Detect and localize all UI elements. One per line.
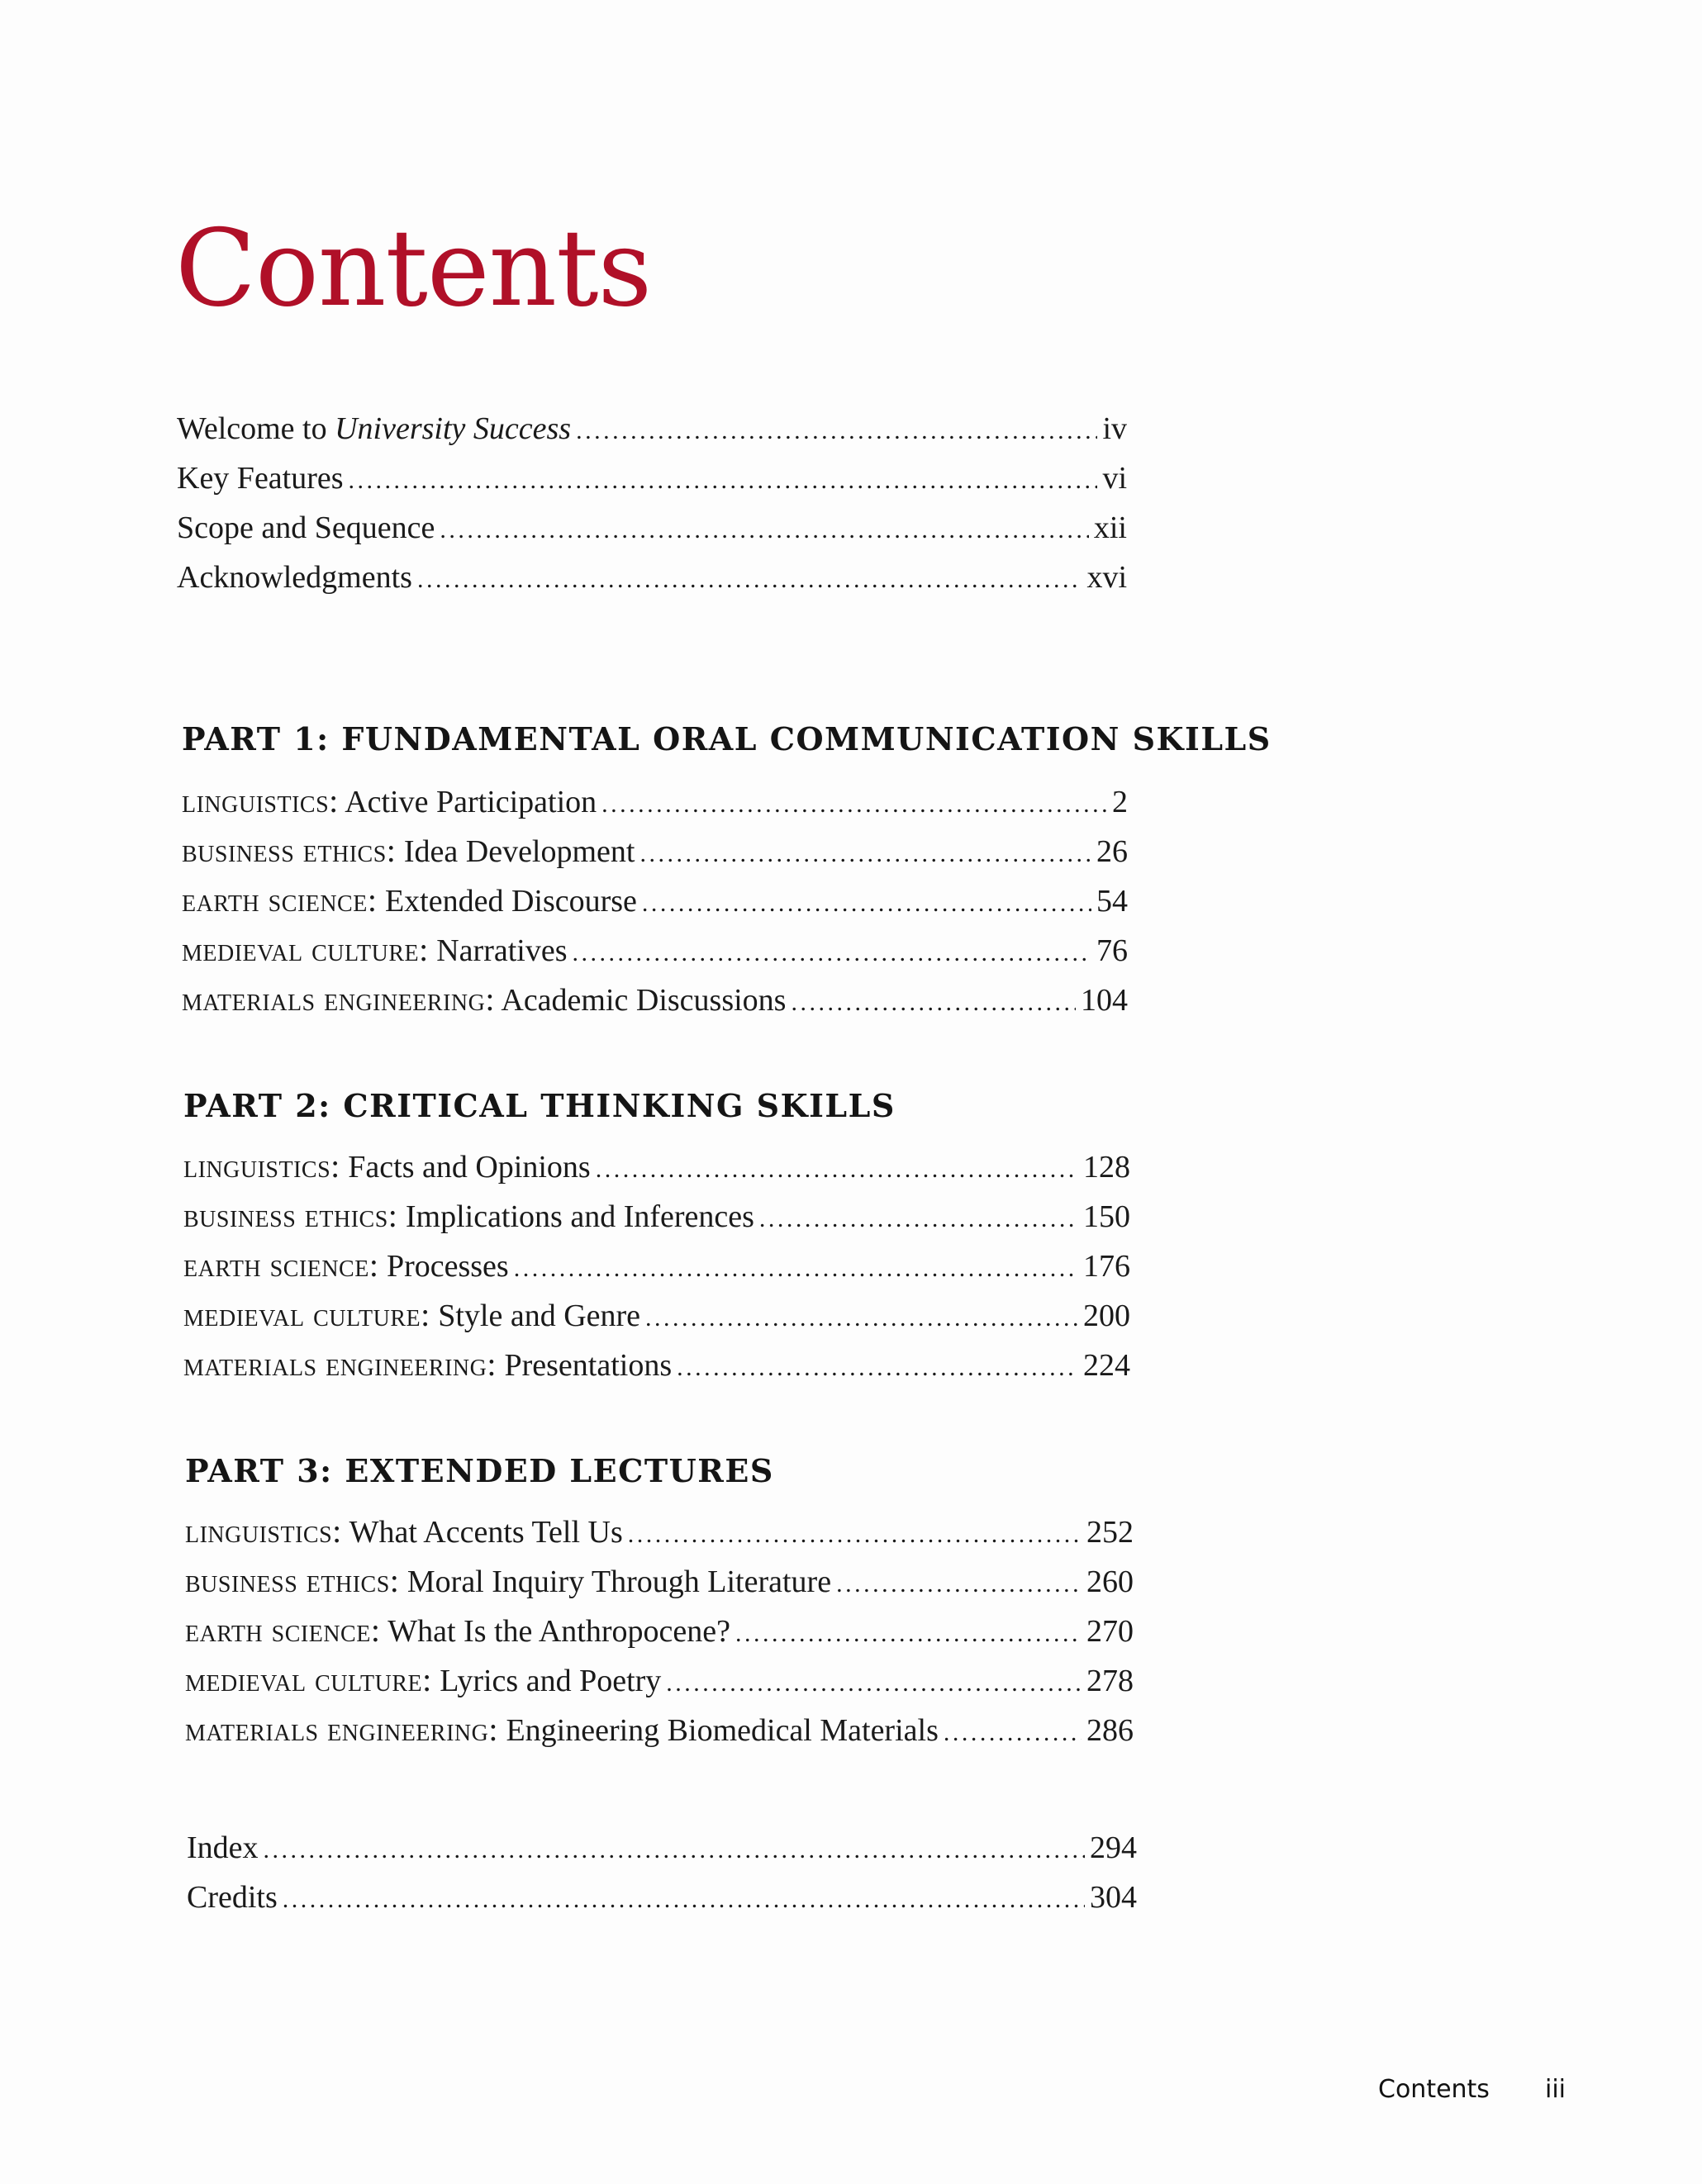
toc-entry[interactable] bbox=[185, 1661, 1134, 1698]
part-3-heading: PART 3: EXTENDED LECTURES bbox=[185, 1452, 774, 1489]
toc-entry[interactable] bbox=[182, 834, 1128, 867]
subject-label: materials engineering: bbox=[185, 1711, 498, 1748]
subject-label: linguistics: bbox=[182, 782, 339, 819]
dot-leader bbox=[639, 842, 1091, 866]
page-number: 176 bbox=[1083, 1249, 1130, 1284]
page-number: 128 bbox=[1083, 1150, 1130, 1185]
subject-label: business ethics: bbox=[183, 1197, 398, 1234]
toc-entry[interactable] bbox=[185, 1713, 1134, 1746]
subject-label: materials engineering: bbox=[183, 1346, 497, 1383]
page-number: iv bbox=[1102, 411, 1127, 446]
footer-page-number: iii bbox=[1545, 2075, 1567, 2104]
toc-entry[interactable] bbox=[182, 881, 1128, 919]
page-number: 104 bbox=[1081, 983, 1128, 1018]
entry-title: Implications and Inferences bbox=[405, 1199, 754, 1234]
page-number: vi bbox=[1102, 461, 1127, 496]
entry-title: Narratives bbox=[436, 933, 568, 968]
page-title: Contents bbox=[175, 207, 652, 330]
page-number: 2 bbox=[1112, 785, 1128, 819]
dot-leader bbox=[283, 1887, 1085, 1912]
toc-entry[interactable] bbox=[185, 1564, 1134, 1598]
page-number: 278 bbox=[1086, 1664, 1134, 1698]
toc-entry[interactable] bbox=[183, 1246, 1130, 1284]
entry-title: Academic Discussions bbox=[501, 983, 787, 1018]
page-number: 200 bbox=[1083, 1299, 1130, 1333]
toc-entry-index[interactable] bbox=[187, 1832, 1137, 1864]
dot-leader bbox=[642, 891, 1091, 916]
page-number: xii bbox=[1093, 510, 1127, 545]
toc-entry[interactable] bbox=[182, 782, 1128, 819]
dot-leader bbox=[677, 1356, 1078, 1380]
entry-title: Extended Discourse bbox=[384, 884, 637, 919]
subject-label: medieval culture: bbox=[182, 931, 429, 968]
entry-label: Index bbox=[187, 1830, 259, 1865]
toc-entry[interactable] bbox=[183, 1147, 1130, 1185]
subject-label: linguistics: bbox=[185, 1512, 342, 1550]
entry-label: Acknowledgments bbox=[177, 560, 412, 595]
toc-entry-scope-sequence[interactable] bbox=[177, 512, 1127, 544]
dot-leader bbox=[417, 567, 1082, 592]
page-number: 286 bbox=[1086, 1713, 1134, 1748]
entry-title: Facts and Opinions bbox=[348, 1150, 591, 1185]
page-number: 150 bbox=[1083, 1199, 1130, 1234]
page-number: 270 bbox=[1086, 1614, 1134, 1649]
entry-title: Lyrics and Poetry bbox=[440, 1664, 662, 1698]
footer-section-label: Contents bbox=[1378, 2075, 1490, 2104]
subject-label: materials engineering: bbox=[182, 980, 495, 1018]
dot-leader bbox=[836, 1572, 1082, 1597]
entry-title: Engineering Biomedical Materials bbox=[506, 1713, 939, 1748]
subject-label: business ethics: bbox=[185, 1562, 400, 1599]
page-number: 304 bbox=[1090, 1880, 1137, 1915]
dot-leader bbox=[628, 1522, 1082, 1547]
dot-leader bbox=[601, 792, 1107, 817]
page-number: 294 bbox=[1090, 1830, 1137, 1865]
entry-label-italic: University Success bbox=[335, 411, 572, 446]
page-number: 26 bbox=[1096, 834, 1128, 869]
page-number: 224 bbox=[1083, 1348, 1130, 1383]
dot-leader bbox=[944, 1721, 1082, 1745]
entry-title: Processes bbox=[386, 1249, 509, 1284]
toc-entry-acknowledgments[interactable] bbox=[177, 562, 1127, 593]
dot-leader bbox=[759, 1207, 1078, 1232]
page-number: 76 bbox=[1096, 933, 1128, 968]
entry-title: What Is the Anthropocene? bbox=[387, 1614, 730, 1649]
toc-entry[interactable] bbox=[185, 1512, 1134, 1550]
subject-label: earth science: bbox=[183, 1246, 379, 1284]
dot-leader bbox=[791, 990, 1076, 1015]
subject-label: earth science: bbox=[182, 881, 378, 919]
page-number: 54 bbox=[1096, 884, 1128, 919]
toc-entry[interactable] bbox=[182, 933, 1128, 966]
dot-leader bbox=[735, 1621, 1082, 1646]
dot-leader bbox=[645, 1306, 1078, 1331]
toc-entry-welcome[interactable] bbox=[177, 413, 1127, 444]
subject-label: medieval culture: bbox=[185, 1661, 432, 1698]
toc-entry[interactable] bbox=[182, 980, 1128, 1018]
entry-title: Presentations bbox=[504, 1348, 673, 1383]
entry-label: Credits bbox=[187, 1880, 278, 1915]
page-number: 252 bbox=[1086, 1515, 1134, 1550]
dot-leader bbox=[514, 1256, 1078, 1281]
entry-title: Moral Inquiry Through Literature bbox=[406, 1564, 832, 1599]
part-1-heading: PART 1: FUNDAMENTAL ORAL COMMUNICATION SKILLS bbox=[182, 720, 1272, 757]
dot-leader bbox=[264, 1838, 1085, 1863]
toc-entry[interactable] bbox=[183, 1199, 1130, 1232]
toc-entry-credits[interactable] bbox=[187, 1882, 1137, 1913]
dot-leader bbox=[349, 468, 1098, 493]
entry-label: Scope and Sequence bbox=[177, 510, 435, 545]
entry-label: Key Features bbox=[177, 461, 344, 496]
dot-leader bbox=[666, 1671, 1082, 1696]
page-number: xvi bbox=[1086, 560, 1127, 595]
dot-leader bbox=[573, 941, 1092, 966]
subject-label: medieval culture: bbox=[183, 1296, 430, 1333]
entry-title: Active Participation bbox=[345, 785, 597, 819]
part-2-heading: PART 2: CRITICAL THINKING SKILLS bbox=[183, 1087, 896, 1124]
dot-leader bbox=[596, 1157, 1078, 1182]
toc-entry[interactable] bbox=[183, 1348, 1130, 1381]
page-number: 260 bbox=[1086, 1564, 1134, 1599]
toc-entry[interactable] bbox=[183, 1296, 1130, 1333]
dot-leader bbox=[440, 518, 1089, 543]
entry-label: Welcome to bbox=[177, 411, 335, 446]
toc-entry-key-features[interactable] bbox=[177, 463, 1127, 494]
toc-entry[interactable] bbox=[185, 1614, 1134, 1647]
subject-label: business ethics: bbox=[182, 832, 397, 869]
entry-title: What Accents Tell Us bbox=[349, 1515, 623, 1550]
entry-title: Idea Development bbox=[403, 834, 635, 869]
subject-label: earth science: bbox=[185, 1612, 381, 1649]
entry-title: Style and Genre bbox=[438, 1299, 641, 1333]
dot-leader bbox=[576, 419, 1097, 444]
subject-label: linguistics: bbox=[183, 1147, 340, 1185]
